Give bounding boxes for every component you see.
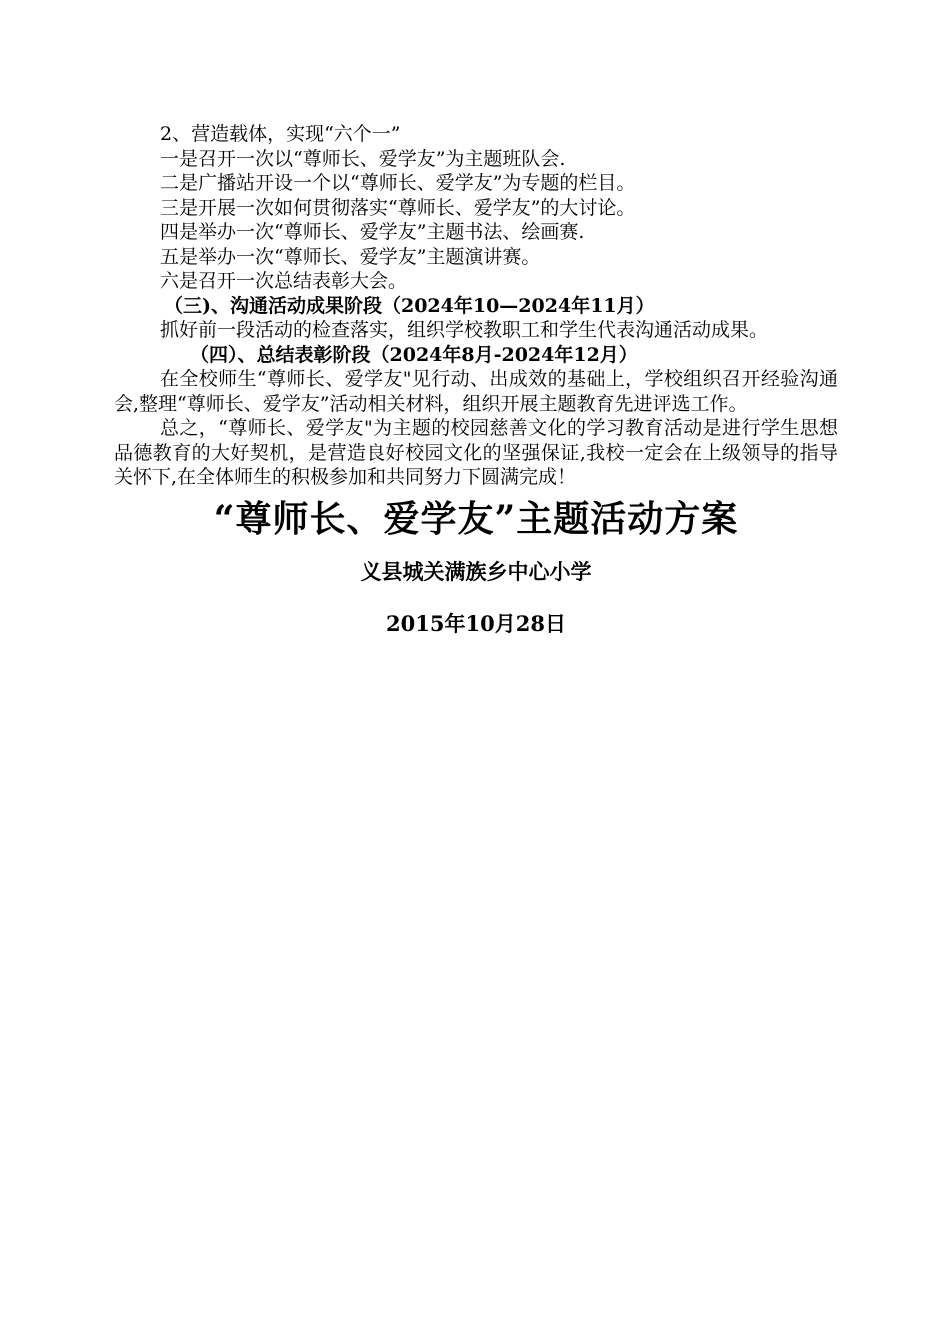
list-item: 六是召开一次总结表彰大会。 <box>160 270 408 292</box>
document-title: “尊师长、爱学友”主题活动方案 <box>213 497 739 540</box>
list-item: 三是开展一次如何贯彻落实“尊师长、爱学友”的大讨论。 <box>160 196 636 219</box>
document-date: 2015年10月28日 <box>386 610 566 636</box>
summary-text: 总之，“尊师长、爱学友"为主题的校园慈善文化的学习教育活动是进行学生思想品德教育的大好契机，是营造良好校园文化的坚强保证,我校一定会在上级领导的指导关怀下,在全体师生的积极参加和共同努力下圆满完成！ <box>114 417 838 488</box>
document-page <box>114 122 838 638</box>
list-item: 二是广播站开设一个以“尊师长、爱学友”为专题的栏目。 <box>160 172 636 194</box>
stage4-text: 在全校师生“尊师长、爱学友"见行动、出成效的基础上，学校组织召开经验沟通会,整理“尊师长、爱学友”活动相关材料，组织开展主题教育先进评选工作。 <box>114 368 838 415</box>
list-item: 五是举办一次“尊师长、爱学友”主题演讲赛。 <box>160 245 541 268</box>
organization-name: 义县城关满族乡中心小学 <box>360 558 592 584</box>
list-item: 一是召开一次以“尊师长、爱学友”为主题班队会. <box>160 147 566 170</box>
stage3-text: 抓好前一段活动的检查落实，组织学校教职工和学生代表沟通活动成果。 <box>160 319 769 341</box>
list-item: 四是举办一次“尊师长、爱学友”主题书法、绘画赛. <box>160 221 585 243</box>
item-heading: 2、营造载体，实现“六个一” <box>160 123 401 145</box>
stage4-heading: （四）、总结表彰阶段（2024年8月-2024年12月） <box>190 343 638 366</box>
stage3-heading: （三)、沟通活动成果阶段（2024年10—2024年11月） <box>164 294 655 317</box>
